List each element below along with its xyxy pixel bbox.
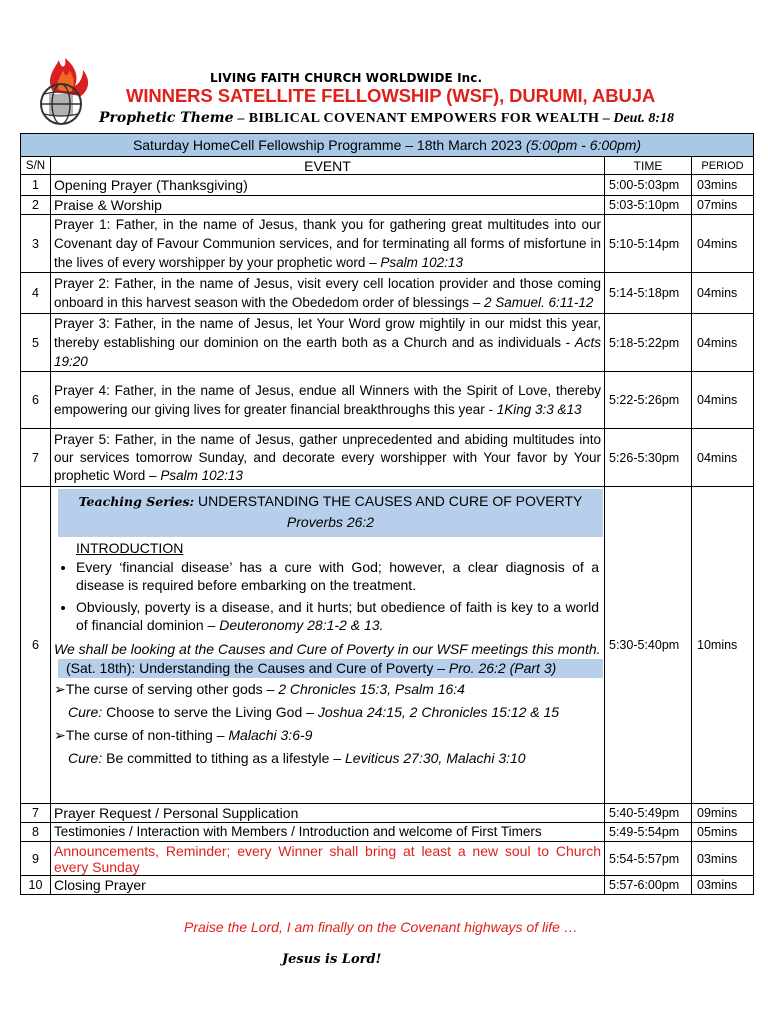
teaching-row	[21, 487, 754, 804]
table-row	[21, 823, 754, 842]
cure-label: Cure:	[68, 704, 103, 720]
table-row	[21, 842, 754, 876]
row-event: Closing Prayer	[51, 876, 605, 895]
row-period: 09mins	[692, 804, 754, 823]
list-item	[76, 598, 601, 634]
cure-text: Be committed to tithing as a lifestyle –	[102, 750, 346, 766]
row-event-text: Prayer 1: Father, in the name of Jesus, thank you for gathering great multitudes into our Covenant day of Favour Communion services, and for terminating all forms of misfortune in the lives of every worshipper by your prophetic word –	[54, 217, 601, 270]
session-heading	[58, 659, 603, 678]
row-period: 03mins	[692, 175, 754, 196]
fellowship-name: WINNERS SATELLITE FELLOWSHIP (WSF), DURUMI, ABUJA	[126, 85, 656, 106]
row-time: 5:14-5:18pm	[605, 273, 692, 314]
row-sn: 6	[21, 487, 51, 804]
row-event-text: Prayer 3: Father, in the name of Jesus, let Your Word grow mightily in our midst this year, thereby establishing our dominion on the earth both as a Church and as individuals -	[54, 316, 601, 350]
col-event: EVENT	[51, 157, 605, 175]
teaching-series-label: Teaching Series:	[78, 494, 195, 509]
cure-label: Cure:	[68, 750, 103, 766]
row-period: 03mins	[692, 876, 754, 895]
row-event: Prayer Request / Personal Supplication	[51, 804, 605, 823]
row-period: 05mins	[692, 823, 754, 842]
table-row	[21, 876, 754, 895]
row-event	[51, 273, 605, 314]
cure-ref: Joshua 24:15, 2 Chronicles 15:12 & 15	[317, 704, 560, 720]
programme-time-range: (5:00pm - 6:00pm)	[525, 137, 642, 153]
row-time: 5:22-5:26pm	[605, 372, 692, 429]
theme-label: Prophetic Theme	[99, 110, 234, 126]
table-row	[21, 429, 754, 487]
theme-text: BIBLICAL COVENANT EMPOWERS FOR WEALTH	[248, 111, 600, 126]
curse-point	[54, 724, 601, 747]
col-time: TIME	[605, 157, 692, 175]
row-time: 5:49-5:54pm	[605, 823, 692, 842]
table-row	[21, 372, 754, 429]
row-sn: 7	[21, 804, 51, 823]
row-event: Praise & Worship	[51, 196, 605, 215]
prophetic-theme	[99, 109, 674, 127]
closing-affirmation: Jesus is Lord!	[282, 952, 382, 967]
teaching-series-title: UNDERSTANDING THE CAUSES AND CURE OF POVERTY	[194, 493, 583, 509]
cure-point	[68, 747, 601, 770]
row-sn: 6	[21, 372, 51, 429]
row-event-text: Prayer 4: Father, in the name of Jesus, endue all Winners with the Spirit of Love, thereby empowering our giving lives for greater financial breakthroughs this year -	[54, 383, 601, 417]
bullet-text: Obviously, poverty is a disease, and it hurts; but obedience of faith is key to a world of financial dominion –	[76, 599, 599, 633]
row-event	[51, 429, 605, 487]
programme-title: Saturday HomeCell Fellowship Programme – 18th March 2023	[132, 137, 526, 153]
row-event-ref: Psalm 102:13	[380, 255, 463, 270]
col-sn: S/N	[21, 157, 51, 175]
introduction-heading: INTRODUCTION	[76, 540, 184, 556]
row-sn: 10	[21, 876, 51, 895]
row-sn: 3	[21, 215, 51, 273]
row-event-ref: 2 Samuel. 6:11-12	[484, 295, 594, 310]
arrow-icon: ➢	[54, 727, 66, 743]
row-sn: 5	[21, 314, 51, 372]
list-item	[76, 558, 601, 594]
row-period: 04mins	[692, 314, 754, 372]
teaching-content	[51, 487, 605, 804]
cure-point	[68, 701, 601, 724]
table-row	[21, 273, 754, 314]
row-sn: 2	[21, 196, 51, 215]
row-time: 5:40-5:49pm	[605, 804, 692, 823]
row-time: 5:26-5:30pm	[605, 429, 692, 487]
row-sn: 1	[21, 175, 51, 196]
bullet-text: Every ‘financial disease’ has a cure with God; however, a clear diagnosis of a disease is required before embarking on the treatment.	[76, 559, 599, 593]
row-event: Testimonies / Interaction with Members / Introduction and welcome of First Timers	[51, 823, 605, 842]
cure-text: Choose to serve the Living God –	[102, 704, 318, 720]
curse-point	[54, 678, 601, 701]
row-event	[51, 372, 605, 429]
church-flame-globe-logo	[31, 56, 103, 128]
column-header-row	[21, 157, 754, 175]
table-row	[21, 175, 754, 196]
row-event-ref: 1King 3:3 &13	[496, 402, 582, 417]
row-period: 07mins	[692, 196, 754, 215]
table-row	[21, 215, 754, 273]
theme-ref: – Deut. 8:18	[599, 111, 675, 126]
row-sn: 9	[21, 842, 51, 876]
curse-ref: 2 Chronicles 15:3, Psalm 16:4	[278, 681, 465, 697]
table-row	[21, 314, 754, 372]
row-time: 5:57-6:00pm	[605, 876, 692, 895]
row-time: 5:10-5:14pm	[605, 215, 692, 273]
row-event-ref: Acts 19:20	[54, 335, 601, 369]
row-time: 5:30-5:40pm	[605, 487, 692, 804]
row-period: 04mins	[692, 429, 754, 487]
row-event-text: Prayer 5: Father, in the name of Jesus, gather unprecedented and abiding multitudes into our services tomorrow Sunday, and decorate every worshipper with Your favor by Your prophetic Word –	[54, 431, 601, 483]
introduction-bullets	[54, 558, 601, 634]
bullet-ref: Deuteronomy 28:1-2 & 13.	[219, 617, 384, 633]
arrow-icon: ➢	[54, 681, 66, 697]
closing-declaration: Praise the Lord, I am finally on the Covenant highways of life …	[184, 919, 578, 935]
curse-text: The curse of non-tithing –	[65, 727, 229, 743]
row-sn: 8	[21, 823, 51, 842]
row-period: 10mins	[692, 487, 754, 804]
church-name: LIVING FAITH CHURCH WORLDWIDE Inc.	[210, 71, 483, 85]
session-text: (Sat. 18th): Understanding the Causes and Cure of Poverty –	[66, 660, 449, 676]
curse-ref: Malachi 3:6-9	[228, 727, 313, 743]
row-event: Opening Prayer (Thanksgiving)	[51, 175, 605, 196]
teaching-series-ref: Proverbs 26:2	[286, 514, 375, 530]
table-row	[21, 196, 754, 215]
row-period: 03mins	[692, 842, 754, 876]
row-time: 5:18-5:22pm	[605, 314, 692, 372]
table-row	[21, 804, 754, 823]
row-period: 04mins	[692, 372, 754, 429]
row-time: 5:00-5:03pm	[605, 175, 692, 196]
cure-ref: Leviticus 27:30, Malachi 3:10	[345, 750, 526, 766]
theme-dash: –	[233, 111, 249, 126]
row-period: 04mins	[692, 273, 754, 314]
row-time: 5:03-5:10pm	[605, 196, 692, 215]
row-period: 04mins	[692, 215, 754, 273]
row-event-announcement: Announcements, Reminder; every Winner shall bring at least a new soul to Church every Sunday	[51, 842, 605, 876]
programme-banner	[21, 134, 754, 157]
row-event	[51, 215, 605, 273]
monthly-focus-note: We shall be looking at the Causes and Cure of Poverty in our WSF meetings this month.	[54, 641, 601, 657]
curse-text: The curse of serving other gods –	[65, 681, 279, 697]
row-sn: 4	[21, 273, 51, 314]
row-event-text: Prayer 2: Father, in the name of Jesus, visit every cell location provider and those coming onboard in this harvest season with the Obededom order of blessings –	[54, 276, 601, 310]
col-period: PERIOD	[692, 157, 754, 175]
row-event-ref: Psalm 102:13	[160, 467, 243, 483]
session-ref: Pro. 26:2 (Part 3)	[448, 660, 557, 676]
programme-table	[20, 133, 754, 895]
teaching-series-box	[58, 489, 603, 537]
row-event	[51, 314, 605, 372]
row-sn: 7	[21, 429, 51, 487]
row-time: 5:54-5:57pm	[605, 842, 692, 876]
